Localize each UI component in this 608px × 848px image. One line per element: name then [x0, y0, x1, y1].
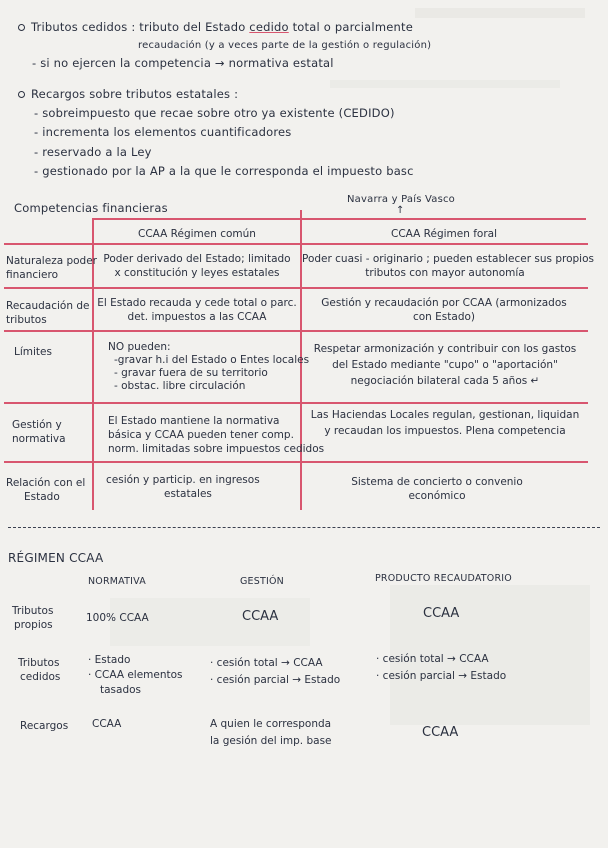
regimen-title: RÉGIMEN CCAA: [8, 551, 104, 565]
regimen-gestion: A quien le corresponda la gesión del imp. base: [210, 718, 332, 747]
bullet2-item: - incrementa los elementos cuantificadores: [34, 125, 292, 139]
cell-comun: cesión y particip. en ingresos estatales: [106, 474, 260, 500]
bullet1-line1-pre: Tributos cedidos : tributo del Estado: [31, 20, 250, 34]
bullet-dot: [18, 24, 25, 31]
cell-foral: Sistema de concierto o convenio económico: [351, 476, 523, 502]
header-producto: PRODUCTO RECAUDATORIO: [375, 573, 512, 584]
bullet2-item: - reservado a la Ley: [34, 145, 152, 159]
cell-foral: Respetar armonización y contribuir con los gastos del Estado mediante "cupo" o "aportación" negociación bilateral cada 5 años ↵: [313, 343, 577, 387]
regimen-producto: CCAA: [423, 606, 460, 621]
show-through-block: [415, 8, 585, 18]
regimen-normativa: 100% CCAA: [86, 612, 149, 624]
show-through-block: [330, 80, 560, 88]
cell-foral: Gestión y recaudación por CCAA (armonizados con Estado): [321, 297, 567, 323]
row-label: Naturaleza poder financiero: [6, 255, 98, 281]
bullet2-item: - gestionado por la AP a la que le corresponda el impuesto basc: [34, 164, 414, 178]
bullet2-item: - sobreimpuesto que recae sobre otro ya existente (CEDIDO): [34, 106, 395, 120]
col-header-comun: CCAA Régimen común: [138, 228, 256, 240]
bullet1-line1-post: total o parcialmente: [288, 20, 413, 34]
row-label: Límites: [14, 346, 52, 358]
cell-comun: Poder derivado del Estado; limitado x constitución y leyes estatales: [103, 253, 291, 279]
row-label: Gestión y normativa: [12, 419, 66, 445]
cell-comun: El Estado recauda y cede total o parc. det. impuestos a las CCAA: [97, 297, 297, 323]
bullet-dot: [18, 91, 25, 98]
competencias-title: Competencias financieras: [14, 201, 168, 215]
cell-foral: Las Haciendas Locales regulan, gestionan, liquidan y recaudan los impuestos. Plena competencia: [310, 409, 580, 437]
cell-comun: El Estado mantiene la normativa básica y CCAA pueden tener comp. norm. limitadas sobre impuestos cedidos: [108, 415, 325, 455]
cell-foral: Poder cuasi - originario ; pueden establecer sus propios tributos con mayor autonomía: [302, 253, 594, 279]
regimen-row-label: Tributos cedidos: [18, 657, 61, 683]
bullet1-line2: recaudación (y a veces parte de la gestión o regulación): [138, 40, 432, 51]
col-header-foral: CCAA Régimen foral: [391, 228, 497, 240]
bullet1-line1-underlined: cedido: [249, 20, 289, 34]
regimen-producto: CCAA: [422, 725, 459, 740]
regimen-row-label: Tributos propios: [12, 605, 54, 631]
regimen-producto: · cesión total → CCAA · cesión parcial → Estado: [376, 653, 507, 682]
header-normativa: NORMATIVA: [88, 576, 146, 587]
cell-comun: NO pueden: -gravar h.i del Estado o Entes locales - gravar fuera de su territorio - obstac. libre circulación: [108, 341, 310, 392]
regimen-row-label: Recargos: [20, 720, 69, 732]
row-label: Relación con el Estado: [6, 477, 86, 503]
regimen-normativa: CCAA: [92, 718, 122, 730]
table-line: [93, 218, 586, 220]
bullet1-line3: - si no ejercen la competencia → normativa estatal: [32, 56, 334, 70]
header-gestion: GESTIÓN: [240, 576, 284, 587]
bullet-tributos-cedidos: [18, 20, 413, 34]
bullet-recargos: [18, 87, 238, 101]
foral-annotation: Navarra y País Vasco: [347, 194, 455, 205]
bullet2-title: Recargos sobre tributos estatales :: [31, 87, 239, 101]
regimen-gestion: · cesión total → CCAA · cesión parcial → Estado: [210, 657, 341, 686]
section-divider: [8, 527, 600, 528]
regimen-normativa: · Estado · CCAA elementos tasados: [88, 654, 183, 696]
regimen-gestion: CCAA: [242, 609, 279, 624]
annotation-arrow: ↑: [396, 205, 405, 216]
row-label: Recaudación de tributos: [6, 300, 90, 326]
